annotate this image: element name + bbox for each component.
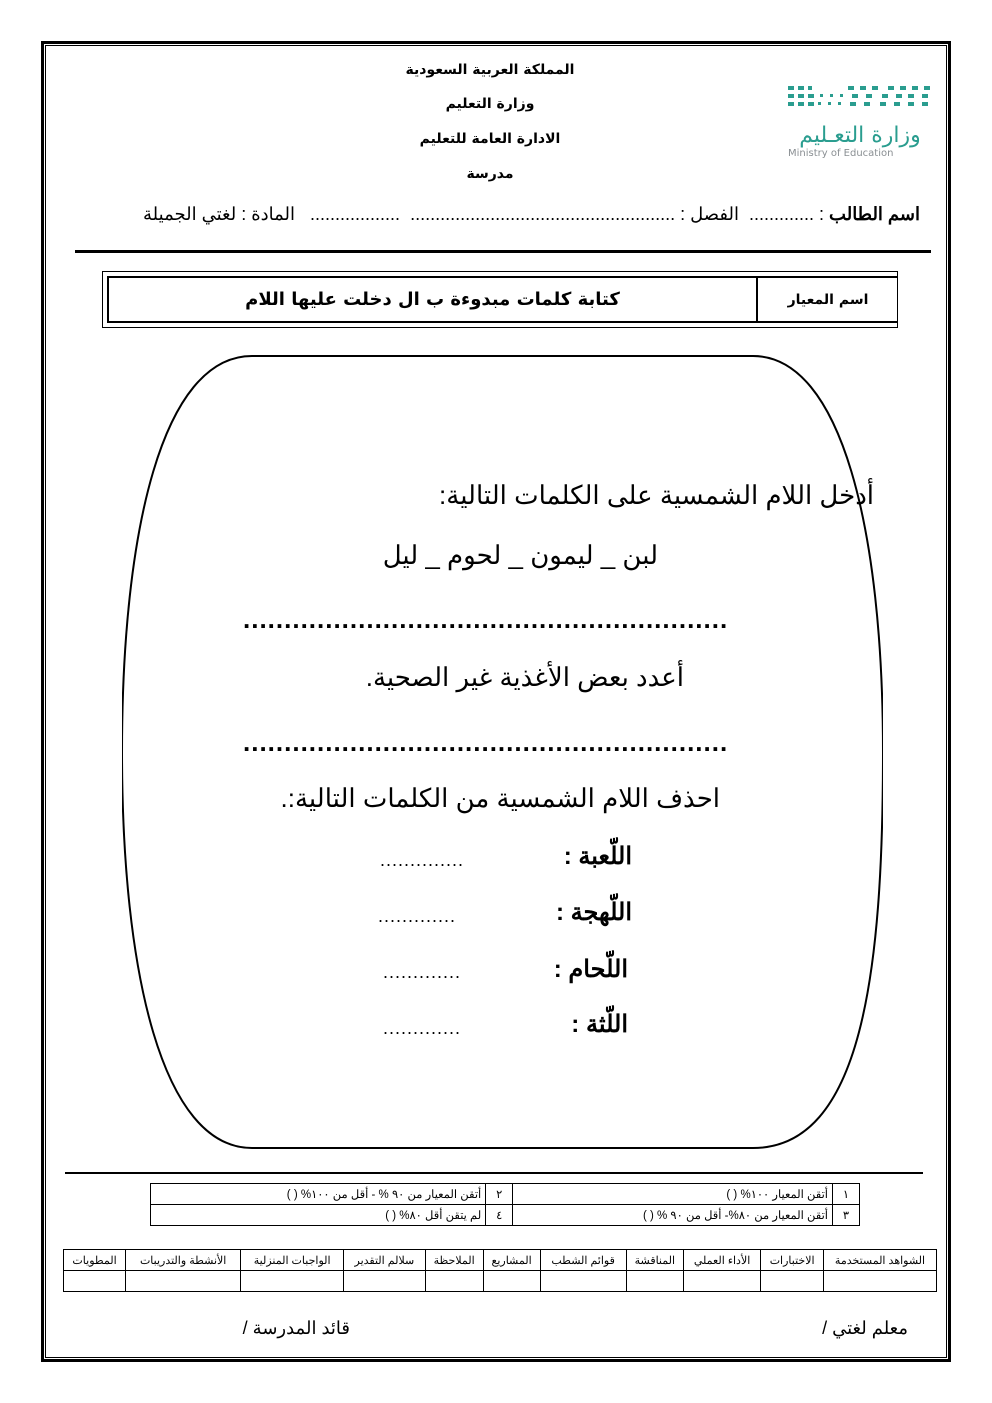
table-row: [64, 1250, 937, 1271]
subject-label: المادة : لغتي الجميلة: [143, 204, 296, 224]
table-row: [151, 1184, 860, 1205]
criterion-box: [102, 271, 898, 328]
question-1-words: لبن _ ليمون _ لحوم _ ليل: [382, 540, 658, 570]
scale-num: ٣: [833, 1205, 860, 1226]
evidence-cell[interactable]: [540, 1271, 626, 1292]
word-item-4: اللّثة :: [571, 1011, 628, 1038]
scale-num: ٢: [486, 1184, 513, 1205]
evidence-cell[interactable]: [626, 1271, 683, 1292]
evidence-header: الملاحظة: [425, 1250, 483, 1271]
word-item-3: اللّحام :: [553, 956, 628, 983]
evidence-cell[interactable]: [824, 1271, 937, 1292]
evidence-cell[interactable]: [761, 1271, 824, 1292]
word-blank-1[interactable]: ..............: [380, 850, 465, 870]
question-3: احذف اللام الشمسية من الكلمات التالية:.: [280, 783, 720, 813]
evidence-header: الأنشطة والتدريبات: [126, 1250, 241, 1271]
evidence-cell[interactable]: [483, 1271, 540, 1292]
mastery-scale-table: [150, 1183, 860, 1226]
evidence-header: الواجبات المنزلية: [241, 1250, 344, 1271]
logo-arabic-text: وزارة التعـليم: [799, 123, 921, 148]
answer-line-1[interactable]: ...........................................................: [243, 604, 729, 634]
header-divider: [75, 250, 931, 253]
ministry-logo-icon: [712, 80, 942, 165]
answer-line-2[interactable]: ...........................................................: [243, 727, 729, 757]
evidence-header: الاختبارات: [761, 1250, 824, 1271]
header-kingdom: المملكة العربية السعودية: [405, 62, 575, 78]
header-school: مدرسة: [466, 166, 514, 182]
teacher-signature: معلم لغتي /: [822, 1318, 908, 1338]
word-item-1: اللّعبة :: [563, 843, 632, 870]
scale-num: ٤: [486, 1205, 513, 1226]
evidence-cell[interactable]: [425, 1271, 483, 1292]
student-name-field[interactable]: : .............: [749, 204, 825, 224]
evidence-cell[interactable]: [241, 1271, 344, 1292]
logo-english-text: Ministry of Education: [788, 148, 894, 159]
word-item-2: اللّهجة :: [555, 899, 632, 926]
ministry-logo: [712, 80, 942, 165]
scale-num: ١: [833, 1184, 860, 1205]
evidence-header: سلالم التقدير: [344, 1250, 425, 1271]
scale-text[interactable]: أتقن المعيار من ٨٠%- أقل من ٩٠ % ( ): [513, 1205, 833, 1226]
header-directorate: الادارة العامة للتعليم: [419, 131, 561, 147]
principal-signature: قائد المدرسة /: [242, 1318, 350, 1338]
evidence-table: [63, 1249, 937, 1292]
evidence-cell[interactable]: [683, 1271, 760, 1292]
student-name-label: اسم الطالب: [829, 204, 920, 224]
scale-text[interactable]: لم يتقن أقل ٨٠% ( ): [151, 1205, 486, 1226]
class-label: الفصل :: [675, 204, 739, 224]
evidence-header: الأداء العملي: [683, 1250, 760, 1271]
word-blank-3[interactable]: .............: [383, 962, 462, 982]
evidence-header: قوائم الشطب: [540, 1250, 626, 1271]
evidence-cell[interactable]: [64, 1271, 126, 1292]
question-1: أدخل اللام الشمسية على الكلمات التالية:: [439, 480, 874, 510]
subject-fill: ..................: [310, 204, 401, 224]
student-info-line: [80, 204, 920, 225]
header-ministry: وزارة التعليم: [445, 96, 535, 112]
word-blank-2[interactable]: .............: [378, 906, 457, 926]
evidence-header: المشاريع: [483, 1250, 540, 1271]
word-blank-4[interactable]: .............: [383, 1018, 462, 1038]
footer-divider: [65, 1172, 923, 1174]
criterion-label: اسم المعيار: [756, 278, 898, 321]
criterion-value: كتابة كلمات مبدوءة ب ال دخلت عليها اللام: [245, 289, 620, 310]
scale-text[interactable]: أتقن المعيار ١٠٠% ( ): [513, 1184, 833, 1205]
evidence-cell[interactable]: [344, 1271, 425, 1292]
question-2: أعدد بعض الأغذية غير الصحية.: [365, 662, 684, 692]
evidence-header: المناقشة: [626, 1250, 683, 1271]
class-field[interactable]: .....................................................: [410, 204, 676, 224]
evidence-cell[interactable]: [126, 1271, 241, 1292]
table-row: [64, 1271, 937, 1292]
table-row: [151, 1205, 860, 1226]
evidence-header: المطويات: [64, 1250, 126, 1271]
evidence-header: الشواهد المستخدمة: [824, 1250, 937, 1271]
scale-text[interactable]: أتقن المعيار من ٩٠ % - أقل من ١٠٠% ( ): [151, 1184, 486, 1205]
